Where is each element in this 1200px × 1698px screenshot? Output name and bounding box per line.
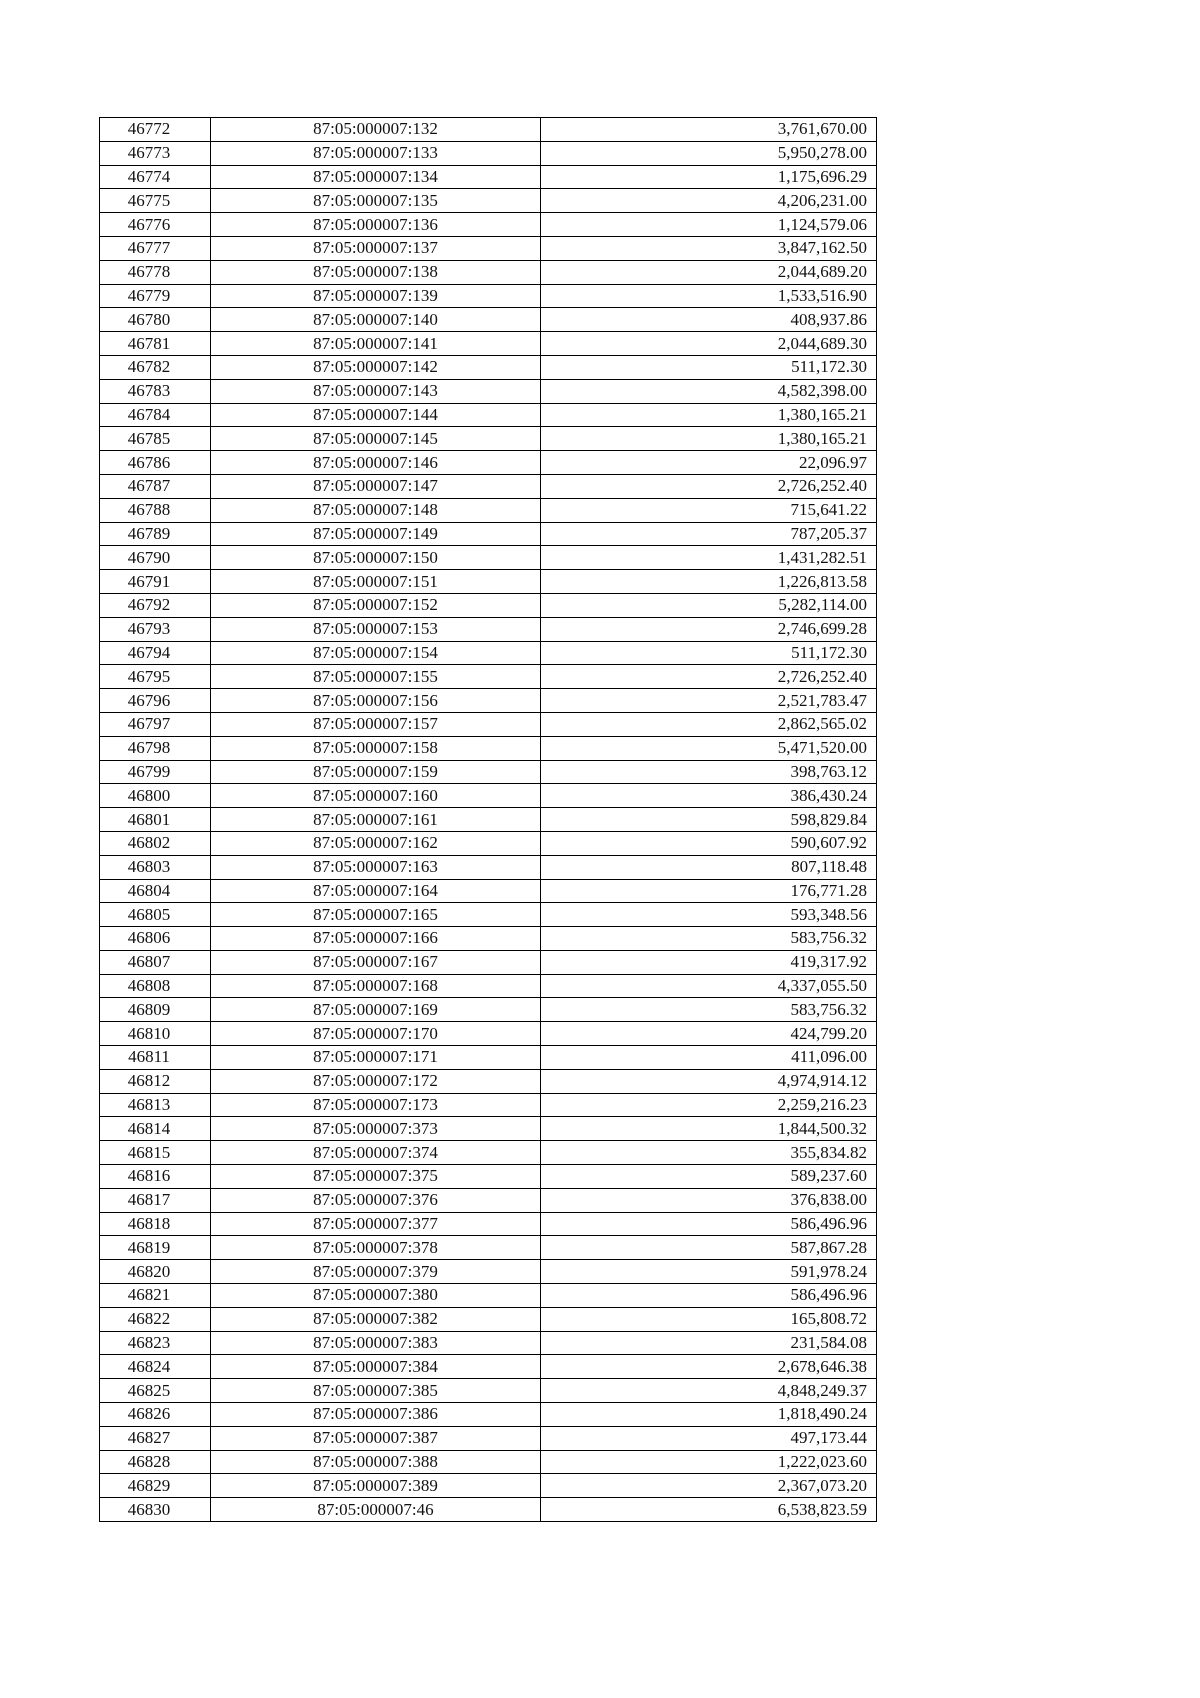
table-row (100, 831, 877, 855)
value-cell: 589,237.60 (541, 1165, 877, 1189)
table-row (100, 189, 877, 213)
row-number-cell: 46794 (100, 641, 211, 665)
row-number-cell: 46830 (100, 1498, 211, 1522)
cadastral-number-cell: 87:05:000007:143 (211, 379, 541, 403)
cadastral-number-cell: 87:05:000007:158 (211, 736, 541, 760)
table-row (100, 665, 877, 689)
value-cell: 591,978.24 (541, 1260, 877, 1284)
cadastral-number-cell: 87:05:000007:161 (211, 808, 541, 832)
row-number-cell: 46829 (100, 1474, 211, 1498)
table-row (100, 332, 877, 356)
table-row (100, 260, 877, 284)
cadastral-number-cell: 87:05:000007:146 (211, 451, 541, 475)
table-row (100, 808, 877, 832)
row-number-cell: 46782 (100, 355, 211, 379)
cadastral-number-cell: 87:05:000007:166 (211, 927, 541, 951)
row-number-cell: 46795 (100, 665, 211, 689)
row-number-cell: 46816 (100, 1165, 211, 1189)
value-cell: 586,496.96 (541, 1212, 877, 1236)
cadastral-number-cell: 87:05:000007:170 (211, 1022, 541, 1046)
cadastral-number-cell: 87:05:000007:147 (211, 474, 541, 498)
cadastral-number-cell: 87:05:000007:168 (211, 974, 541, 998)
value-cell: 715,641.22 (541, 498, 877, 522)
value-cell: 1,431,282.51 (541, 546, 877, 570)
table-row (100, 712, 877, 736)
table-row (100, 1069, 877, 1093)
row-number-cell: 46778 (100, 260, 211, 284)
value-cell: 176,771.28 (541, 879, 877, 903)
cadastral-number-cell: 87:05:000007:169 (211, 998, 541, 1022)
cadastral-number-cell: 87:05:000007:173 (211, 1093, 541, 1117)
table-row (100, 689, 877, 713)
value-cell: 583,756.32 (541, 998, 877, 1022)
cadastral-number-cell: 87:05:000007:160 (211, 784, 541, 808)
cadastral-number-cell: 87:05:000007:133 (211, 141, 541, 165)
row-number-cell: 46811 (100, 1046, 211, 1070)
table-row (100, 1331, 877, 1355)
table-row (100, 1236, 877, 1260)
row-number-cell: 46798 (100, 736, 211, 760)
row-number-cell: 46814 (100, 1117, 211, 1141)
table-row (100, 522, 877, 546)
table-row (100, 998, 877, 1022)
table-row (100, 1284, 877, 1308)
table-row (100, 950, 877, 974)
cadastral-number-cell: 87:05:000007:379 (211, 1260, 541, 1284)
table-row (100, 355, 877, 379)
cadastral-number-cell: 87:05:000007:151 (211, 570, 541, 594)
row-number-cell: 46821 (100, 1284, 211, 1308)
cadastral-number-cell: 87:05:000007:132 (211, 118, 541, 142)
table-row (100, 474, 877, 498)
table-row (100, 1355, 877, 1379)
row-number-cell: 46779 (100, 284, 211, 308)
row-number-cell: 46807 (100, 950, 211, 974)
cadastral-number-cell: 87:05:000007:150 (211, 546, 541, 570)
row-number-cell: 46772 (100, 118, 211, 142)
row-number-cell: 46806 (100, 927, 211, 951)
value-cell: 3,761,670.00 (541, 118, 877, 142)
cadastral-number-cell: 87:05:000007:157 (211, 712, 541, 736)
value-cell: 590,607.92 (541, 831, 877, 855)
value-cell: 2,044,689.30 (541, 332, 877, 356)
row-number-cell: 46802 (100, 831, 211, 855)
table-row (100, 760, 877, 784)
value-cell: 22,096.97 (541, 451, 877, 475)
cadastral-number-cell: 87:05:000007:135 (211, 189, 541, 213)
table-row (100, 165, 877, 189)
value-cell: 6,538,823.59 (541, 1498, 877, 1522)
table-row (100, 1117, 877, 1141)
cadastral-number-cell: 87:05:000007:380 (211, 1284, 541, 1308)
cadastral-number-cell: 87:05:000007:171 (211, 1046, 541, 1070)
row-number-cell: 46791 (100, 570, 211, 594)
row-number-cell: 46786 (100, 451, 211, 475)
table-row (100, 403, 877, 427)
value-cell: 2,862,565.02 (541, 712, 877, 736)
value-cell: 424,799.20 (541, 1022, 877, 1046)
table-row (100, 1498, 877, 1522)
table-row (100, 427, 877, 451)
cadastral-number-cell: 87:05:000007:145 (211, 427, 541, 451)
table-row (100, 593, 877, 617)
row-number-cell: 46808 (100, 974, 211, 998)
table-row (100, 1141, 877, 1165)
row-number-cell: 46788 (100, 498, 211, 522)
table-row (100, 1307, 877, 1331)
cadastral-number-cell: 87:05:000007:144 (211, 403, 541, 427)
table-row (100, 1450, 877, 1474)
cadastral-number-cell: 87:05:000007:46 (211, 1498, 541, 1522)
row-number-cell: 46797 (100, 712, 211, 736)
cadastral-number-cell: 87:05:000007:139 (211, 284, 541, 308)
table-row (100, 1403, 877, 1427)
table-row (100, 855, 877, 879)
cadastral-number-cell: 87:05:000007:388 (211, 1450, 541, 1474)
row-number-cell: 46799 (100, 760, 211, 784)
row-number-cell: 46815 (100, 1141, 211, 1165)
row-number-cell: 46819 (100, 1236, 211, 1260)
value-cell: 165,808.72 (541, 1307, 877, 1331)
table-row (100, 1260, 877, 1284)
table-row (100, 141, 877, 165)
cadastral-number-cell: 87:05:000007:376 (211, 1188, 541, 1212)
cadastral-number-cell: 87:05:000007:167 (211, 950, 541, 974)
table-row (100, 974, 877, 998)
table-row (100, 451, 877, 475)
value-cell: 4,206,231.00 (541, 189, 877, 213)
table-row (100, 736, 877, 760)
cadastral-number-cell: 87:05:000007:148 (211, 498, 541, 522)
value-cell: 2,678,646.38 (541, 1355, 877, 1379)
table-row (100, 498, 877, 522)
value-cell: 411,096.00 (541, 1046, 877, 1070)
table-row (100, 284, 877, 308)
cadastral-number-cell: 87:05:000007:386 (211, 1403, 541, 1427)
row-number-cell: 46774 (100, 165, 211, 189)
value-cell: 598,829.84 (541, 808, 877, 832)
row-number-cell: 46803 (100, 855, 211, 879)
value-cell: 4,848,249.37 (541, 1379, 877, 1403)
value-cell: 511,172.30 (541, 641, 877, 665)
cadastral-number-cell: 87:05:000007:154 (211, 641, 541, 665)
table-row (100, 379, 877, 403)
table-row (100, 1022, 877, 1046)
value-cell: 2,726,252.40 (541, 665, 877, 689)
value-cell: 1,380,165.21 (541, 427, 877, 451)
row-number-cell: 46817 (100, 1188, 211, 1212)
row-number-cell: 46773 (100, 141, 211, 165)
table-row (100, 617, 877, 641)
value-cell: 398,763.12 (541, 760, 877, 784)
value-cell: 807,118.48 (541, 855, 877, 879)
table-row (100, 1093, 877, 1117)
cadastral-number-cell: 87:05:000007:375 (211, 1165, 541, 1189)
value-cell: 2,726,252.40 (541, 474, 877, 498)
row-number-cell: 46780 (100, 308, 211, 332)
value-cell: 4,974,914.12 (541, 1069, 877, 1093)
table-row (100, 213, 877, 237)
value-cell: 787,205.37 (541, 522, 877, 546)
cadastral-number-cell: 87:05:000007:134 (211, 165, 541, 189)
table-row (100, 641, 877, 665)
value-cell: 586,496.96 (541, 1284, 877, 1308)
value-cell: 5,950,278.00 (541, 141, 877, 165)
table-row (100, 570, 877, 594)
value-cell: 408,937.86 (541, 308, 877, 332)
cadastral-number-cell: 87:05:000007:378 (211, 1236, 541, 1260)
row-number-cell: 46818 (100, 1212, 211, 1236)
table-row (100, 903, 877, 927)
value-cell: 593,348.56 (541, 903, 877, 927)
value-cell: 4,582,398.00 (541, 379, 877, 403)
table-row (100, 1212, 877, 1236)
row-number-cell: 46801 (100, 808, 211, 832)
cadastral-number-cell: 87:05:000007:377 (211, 1212, 541, 1236)
value-cell: 511,172.30 (541, 355, 877, 379)
row-number-cell: 46827 (100, 1426, 211, 1450)
value-cell: 2,367,073.20 (541, 1474, 877, 1498)
cadastral-number-cell: 87:05:000007:382 (211, 1307, 541, 1331)
table-row (100, 1188, 877, 1212)
table-row (100, 879, 877, 903)
cadastral-number-cell: 87:05:000007:383 (211, 1331, 541, 1355)
cadastral-number-cell: 87:05:000007:137 (211, 236, 541, 260)
row-number-cell: 46776 (100, 213, 211, 237)
value-cell: 419,317.92 (541, 950, 877, 974)
table-row (100, 927, 877, 951)
cadastral-number-cell: 87:05:000007:153 (211, 617, 541, 641)
row-number-cell: 46813 (100, 1093, 211, 1117)
value-cell: 1,226,813.58 (541, 570, 877, 594)
row-number-cell: 46781 (100, 332, 211, 356)
row-number-cell: 46822 (100, 1307, 211, 1331)
row-number-cell: 46785 (100, 427, 211, 451)
row-number-cell: 46784 (100, 403, 211, 427)
table-row (100, 1426, 877, 1450)
value-cell: 231,584.08 (541, 1331, 877, 1355)
value-cell: 587,867.28 (541, 1236, 877, 1260)
row-number-cell: 46804 (100, 879, 211, 903)
value-cell: 1,175,696.29 (541, 165, 877, 189)
cadastral-number-cell: 87:05:000007:164 (211, 879, 541, 903)
value-cell: 1,533,516.90 (541, 284, 877, 308)
cadastral-number-cell: 87:05:000007:374 (211, 1141, 541, 1165)
value-cell: 2,259,216.23 (541, 1093, 877, 1117)
cadastral-number-cell: 87:05:000007:162 (211, 831, 541, 855)
row-number-cell: 46789 (100, 522, 211, 546)
value-cell: 1,124,579.06 (541, 213, 877, 237)
row-number-cell: 46783 (100, 379, 211, 403)
cadastral-number-cell: 87:05:000007:152 (211, 593, 541, 617)
cadastral-number-cell: 87:05:000007:155 (211, 665, 541, 689)
row-number-cell: 46820 (100, 1260, 211, 1284)
row-number-cell: 46796 (100, 689, 211, 713)
row-number-cell: 46826 (100, 1403, 211, 1427)
row-number-cell: 46809 (100, 998, 211, 1022)
value-cell: 1,222,023.60 (541, 1450, 877, 1474)
table-row (100, 308, 877, 332)
value-cell: 386,430.24 (541, 784, 877, 808)
table-row (100, 1379, 877, 1403)
value-cell: 1,380,165.21 (541, 403, 877, 427)
row-number-cell: 46810 (100, 1022, 211, 1046)
row-number-cell: 46805 (100, 903, 211, 927)
table-row (100, 1474, 877, 1498)
value-cell: 355,834.82 (541, 1141, 877, 1165)
cadastral-number-cell: 87:05:000007:387 (211, 1426, 541, 1450)
row-number-cell: 46823 (100, 1331, 211, 1355)
cadastral-number-cell: 87:05:000007:140 (211, 308, 541, 332)
cadastral-number-cell: 87:05:000007:163 (211, 855, 541, 879)
table-row (100, 546, 877, 570)
row-number-cell: 46790 (100, 546, 211, 570)
value-cell: 376,838.00 (541, 1188, 877, 1212)
value-cell: 1,818,490.24 (541, 1403, 877, 1427)
table-row (100, 1046, 877, 1070)
cadastral-number-cell: 87:05:000007:142 (211, 355, 541, 379)
cadastral-number-cell: 87:05:000007:138 (211, 260, 541, 284)
cadastral-number-cell: 87:05:000007:149 (211, 522, 541, 546)
value-cell: 2,044,689.20 (541, 260, 877, 284)
row-number-cell: 46800 (100, 784, 211, 808)
value-cell: 4,337,055.50 (541, 974, 877, 998)
cadastral-number-cell: 87:05:000007:136 (211, 213, 541, 237)
row-number-cell: 46787 (100, 474, 211, 498)
row-number-cell: 46828 (100, 1450, 211, 1474)
value-cell: 497,173.44 (541, 1426, 877, 1450)
row-number-cell: 46793 (100, 617, 211, 641)
cadastral-number-cell: 87:05:000007:141 (211, 332, 541, 356)
table-row (100, 784, 877, 808)
cadastral-number-cell: 87:05:000007:373 (211, 1117, 541, 1141)
value-cell: 2,746,699.28 (541, 617, 877, 641)
value-cell: 5,282,114.00 (541, 593, 877, 617)
row-number-cell: 46825 (100, 1379, 211, 1403)
row-number-cell: 46792 (100, 593, 211, 617)
value-cell: 3,847,162.50 (541, 236, 877, 260)
table-row (100, 1165, 877, 1189)
row-number-cell: 46777 (100, 236, 211, 260)
cadastral-number-cell: 87:05:000007:385 (211, 1379, 541, 1403)
value-cell: 1,844,500.32 (541, 1117, 877, 1141)
cadastral-number-cell: 87:05:000007:389 (211, 1474, 541, 1498)
table-row (100, 118, 877, 142)
table-body (100, 118, 877, 1522)
value-cell: 583,756.32 (541, 927, 877, 951)
cadastral-number-cell: 87:05:000007:159 (211, 760, 541, 784)
data-table (99, 117, 877, 1522)
cadastral-number-cell: 87:05:000007:384 (211, 1355, 541, 1379)
cadastral-number-cell: 87:05:000007:156 (211, 689, 541, 713)
row-number-cell: 46775 (100, 189, 211, 213)
cadastral-number-cell: 87:05:000007:172 (211, 1069, 541, 1093)
cadastral-number-cell: 87:05:000007:165 (211, 903, 541, 927)
row-number-cell: 46824 (100, 1355, 211, 1379)
value-cell: 5,471,520.00 (541, 736, 877, 760)
table-row (100, 236, 877, 260)
row-number-cell: 46812 (100, 1069, 211, 1093)
value-cell: 2,521,783.47 (541, 689, 877, 713)
